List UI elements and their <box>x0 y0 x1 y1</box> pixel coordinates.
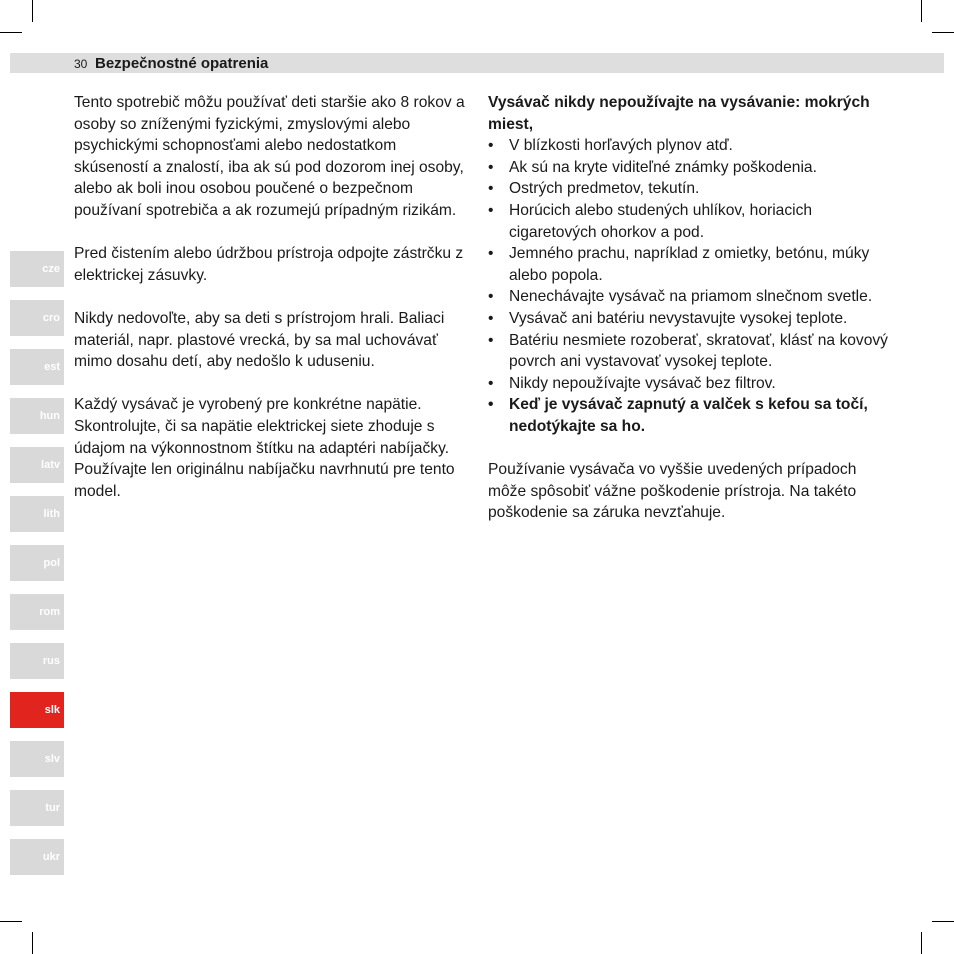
crop-mark <box>0 32 22 33</box>
lang-tab-label: slv <box>44 753 60 765</box>
paragraph-warranty: Používanie vysávača vo vyššie uvedených prípadoch môže spôsobiť vážne poškodenie prístroja. Na takéto poškodenie sa záruka nevzťahuje. <box>488 461 857 522</box>
list-item: • Vysávač ani batériu nevystavujte vysokej teplote. <box>488 308 888 330</box>
warnings-list <box>488 135 888 437</box>
lang-tab-latv[interactable] <box>10 447 64 483</box>
list-item: • Batériu nesmiete rozoberať, skratovať, klásť na kovový povrch ani vystavovať vysokej teplote. <box>488 330 888 373</box>
lang-tab-slv[interactable] <box>10 741 64 777</box>
crop-mark <box>0 921 22 922</box>
lang-tab-label: tur <box>45 802 60 814</box>
list-item: • Ak sú na kryte viditeľné známky poškodenia. <box>488 157 888 179</box>
list-item: • Nikdy nepoužívajte vysávač bez filtrov. <box>488 373 888 395</box>
list-item: • Jemného prachu, napríklad z omietky, betónu, múky alebo popola. <box>488 243 888 286</box>
crop-mark <box>932 32 954 33</box>
list-item: • V blízkosti horľavých plynov atď. <box>488 135 888 157</box>
lang-tab-slk[interactable] <box>10 692 64 728</box>
page-number: 30 <box>74 57 88 71</box>
crop-mark <box>32 932 33 954</box>
lang-tab-label: lith <box>43 508 60 520</box>
crop-mark <box>921 0 922 22</box>
warnings-heading: Vysávač nikdy nepoužívajte na vysávanie: mokrých miest, <box>488 94 870 133</box>
lang-tab-tur[interactable] <box>10 790 64 826</box>
lang-tab-label: pol <box>43 557 60 569</box>
crop-mark <box>32 0 33 22</box>
paragraph-unplug: Pred čistením alebo údržbou prístroja odpojte zástrčku z elektrickej zásuvky. <box>74 245 464 284</box>
lang-tab-label: slk <box>44 704 60 716</box>
lang-tab-ukr[interactable] <box>10 839 64 875</box>
paragraph-children-safety: Tento spotrebič môžu používať deti staršie ako 8 rokov a osoby so zníženými fyzickými, zmyslovými alebo psychickými schopnosťami alebo nedostatkom skúseností a znalostí, iba ak sú pod dozorom inej osoby, alebo ak boli inou osobou poučené o bezpečnom používaní spotrebiča a ak rozumejú prípadným rizikám. <box>74 94 465 219</box>
lang-tab-label: cze <box>42 263 60 275</box>
crop-mark <box>932 921 954 922</box>
paragraph-voltage: Každý vysávač je vyrobený pre konkrétne napätie. Skontrolujte, či sa napätie elektrickej siete zhoduje s údajom na výkonnostnom štítku na adaptéri nabíjačky. Používajte len originálnu nabíjačku navrhnutú pre tento model. <box>74 396 455 500</box>
list-item-bold: • Keď je vysávač zapnutý a valček s kefou sa točí, nedotýkajte sa ho. <box>488 394 888 437</box>
paragraph-children-play: Nikdy nedovoľte, aby sa deti s prístrojom hrali. Baliaci materiál, napr. plastové vrecká, by sa mal uchovávať mimo dosahu detí, aby nedošlo k uduseniu. <box>74 309 445 371</box>
lang-tab-pol[interactable] <box>10 545 64 581</box>
lang-tab-rom[interactable] <box>10 594 64 630</box>
list-item: • Nenechávajte vysávač na priamom slnečnom svetle. <box>488 286 888 308</box>
lang-tab-label: cro <box>42 312 60 324</box>
lang-tab-label: latv <box>41 459 60 471</box>
lang-tab-hun[interactable] <box>10 398 64 434</box>
section-title: Bezpečnostné opatrenia <box>95 55 269 72</box>
list-item: • Ostrých predmetov, tekutín. <box>488 178 888 200</box>
list-item: • Horúcich alebo studených uhlíkov, horiacich cigaretových ohorkov a pod. <box>488 200 888 243</box>
lang-tab-rus[interactable] <box>10 643 64 679</box>
lang-tab-label: est <box>44 361 60 373</box>
lang-tab-cro[interactable] <box>10 300 64 336</box>
lang-tab-label: hun <box>39 410 60 422</box>
lang-tab-lith[interactable] <box>10 496 64 532</box>
crop-mark <box>921 932 922 954</box>
lang-tab-est[interactable] <box>10 349 64 385</box>
lang-tab-label: ukr <box>42 851 60 863</box>
lang-tab-label: rom <box>39 606 60 618</box>
left-column <box>74 92 474 524</box>
right-column <box>488 92 888 524</box>
lang-tab-cze[interactable] <box>10 251 64 287</box>
lang-tab-label: rus <box>42 655 60 667</box>
